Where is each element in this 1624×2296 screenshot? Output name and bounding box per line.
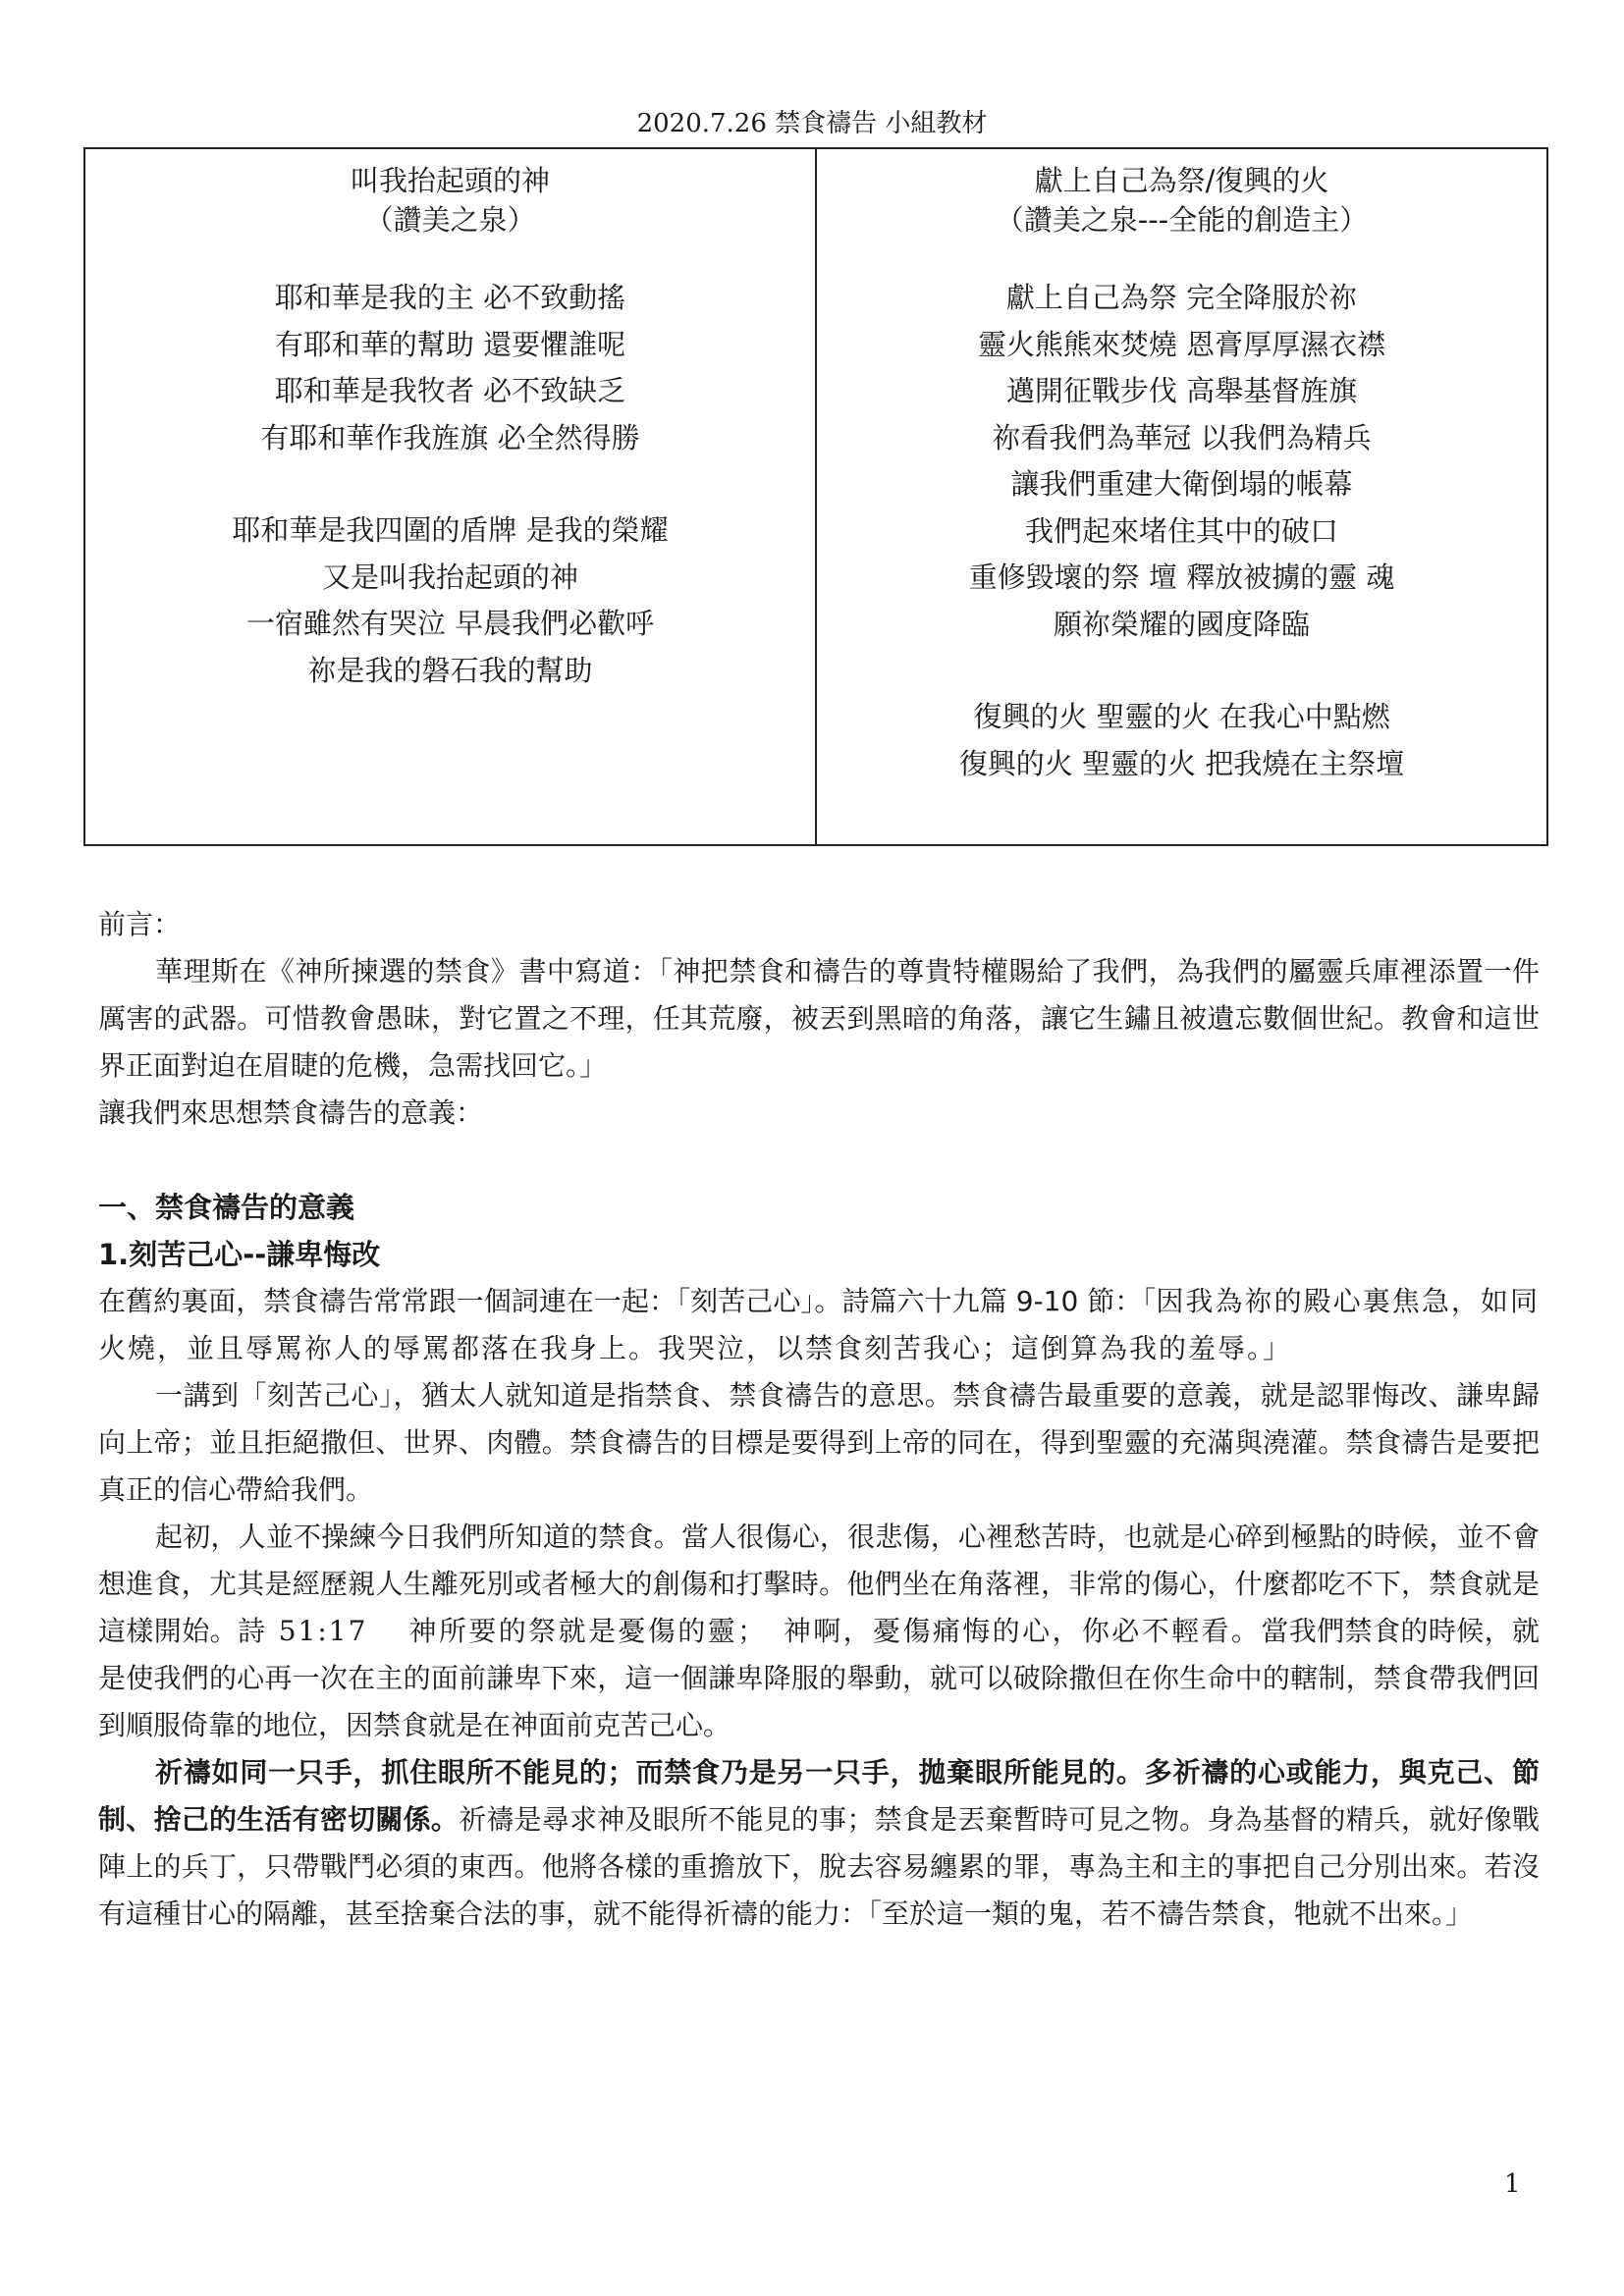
spacer: [98, 1137, 1540, 1184]
lyric-line: 祢是我的磐石我的幫助: [307, 653, 593, 687]
preface-label: 前言：: [98, 908, 182, 940]
lyric-line: 耶和華是我四圍的盾牌 是我的榮耀: [232, 513, 669, 547]
song-stanza: [817, 694, 1546, 787]
lyric-line: 耶和華是我牧者 必不致缺乏: [274, 374, 626, 407]
paragraph-text: 祈禱是尋求神及眼所不能見的事；禁食是丟棄暫時可見之物。身為基督的精兵，就好像戰陣上的兵丁，只帶戰鬥必須的東西。他將各樣的重擔放下，脫去容易纏累的罪，專為主和主的事把自己分別出來。若沒有這種甘心的隔離，甚至捨棄合法的事，就不能得祈禱的能力：「至於這一類的鬼，若不禱告禁食，牠就不出來。」: [98, 1803, 1540, 1930]
section-heading: 一、禁食禱告的意義: [98, 1191, 355, 1224]
lyric-line: 復興的火 聖靈的火 把我燒在主祭壇: [958, 746, 1405, 780]
lyric-line: 靈火熊熊來焚燒 恩膏厚厚濕衣襟: [977, 327, 1386, 361]
lyric-line: 復興的火 聖靈的火 在我心中點燃: [973, 700, 1390, 733]
lyric-line: 獻上自己為祭 完全降服於祢: [1005, 281, 1358, 314]
lyric-line: 願祢榮耀的國度降臨: [1053, 607, 1310, 641]
song-stanza: [817, 275, 1546, 648]
paragraph: 一講到「刻苦己心」，猶太人就知道是指禁食、禁食禱告的意思。禁食禱告最重要的意義，就是認罪悔改、謙卑歸向上帝；並且拒絕撒但、世界、肉體。禁食禱告的目標是要得到上帝的同在，得到聖靈的充滿與澆灌。禁食禱告是要把真正的信心帶給我們。: [98, 1379, 1540, 1506]
song-subtitle: （讚美之泉）: [364, 203, 536, 237]
lyric-line: 又是叫我抬起頭的神: [321, 560, 578, 594]
paragraph-prayer-hand: [98, 1749, 1540, 1938]
song-stanza: [85, 275, 815, 461]
subsection-heading: 1.刻苦己心--謙卑悔改: [98, 1238, 381, 1271]
emphasis-text: 祈禱如同一只手，抓住眼所不能見的；而禁食乃是另一只手，拋棄眼所能見的。多祈禱的心或能力，與克己、節制、捨己的生活有密切關係。: [98, 1756, 1540, 1836]
page-number: 1: [1504, 2169, 1521, 2199]
song-column-right: [817, 149, 1546, 844]
song-title: 獻上自己為祭/復興的火: [1034, 164, 1329, 197]
song-stanza: [85, 507, 815, 694]
lyric-line: 有耶和華的幫助 還要懼誰呢: [274, 327, 626, 361]
lyric-line: 祢看我們為華冠 以我們為精兵: [992, 420, 1372, 454]
lyric-line: 重修毀壞的祭 壇 釋放被擄的靈 魂: [968, 561, 1395, 594]
song-table: [83, 147, 1548, 846]
lyric-line: 耶和華是我的主 必不致動搖: [274, 281, 626, 314]
paragraph-text: 在舊約裏面，禁食禱告常常跟一個詞連在一起：「刻苦己心」。詩篇六十九篇 9-10 節：「: [98, 1285, 1157, 1317]
paragraph-text: 起初，人並不操練今日我們所知道的禁食。當人很傷心，很悲傷，心裡愁苦時，也就是心碎到極點的時候，並不會想進食，尤其是經歷親人生離死別或者極大的創傷和打擊時。他們坐在角落裡，非常的傷心，什麼都吃不下，禁食就是這樣開始。: [98, 1521, 1540, 1647]
paragraph-text: 當我們禁食的時候，就是使我們的心再一次在主的面前謙卑下來，這一個謙卑降服的舉動，就可以破除撒但在你生命中的轄制，禁食帶我們回到順服倚靠的地位，因禁食就是在神面前克苦己心。: [98, 1615, 1540, 1741]
lyric-line: 一宿雖然有哭泣 早晨我們必歡呼: [245, 607, 655, 640]
lyric-line: 我們起來堵住其中的破口: [1024, 513, 1338, 548]
lyric-line: 讓我們重建大衛倒塌的帳幕: [1010, 467, 1353, 501]
document-body: [98, 901, 1540, 1938]
paragraph-fasting-origin: [98, 1514, 1540, 1749]
lyric-line: 邁開征戰步伐 高舉基督旌旗: [1005, 374, 1358, 407]
lyric-line: 有耶和華作我旌旗 必全然得勝: [260, 420, 640, 454]
song-column-left: [85, 149, 817, 844]
document-title: 2020.7.26 禁食禱告 小組教材: [636, 109, 988, 138]
song-title: 叫我抬起頭的神: [350, 164, 550, 197]
preface-lead: 讓我們來思想禁食禱告的意義：: [98, 1096, 484, 1129]
song-subtitle: （讚美之泉---全能的創造主）: [995, 203, 1369, 237]
scripture-quote: 因我為祢的殿心裏焦急，如同火燒，並且辱罵祢人的辱罵都落在我身上。我哭泣，以禁食刻苦我心；這倒算為我的羞辱。: [98, 1285, 1540, 1364]
paragraph-text: 」: [1263, 1332, 1291, 1364]
preface-paragraph: 華理斯在《神所揀選的禁食》書中寫道：「神把禁食和禱告的尊貴特權賜給了我們，為我們的屬靈兵庫裡添置一件厲害的武器。可惜教會愚昧，對它置之不理，任其荒廢，被丟到黑暗的角落，讓它生鏽且被遺忘數個世紀。教會和這世界正面對迫在眉睫的危機，急需找回它。」: [98, 955, 1540, 1082]
paragraph-scripture: [98, 1278, 1540, 1372]
scripture-quote: 詩 51:17 神所要的祭就是憂傷的靈； 神啊，憂傷痛悔的心，你必不輕看。: [238, 1615, 1262, 1647]
